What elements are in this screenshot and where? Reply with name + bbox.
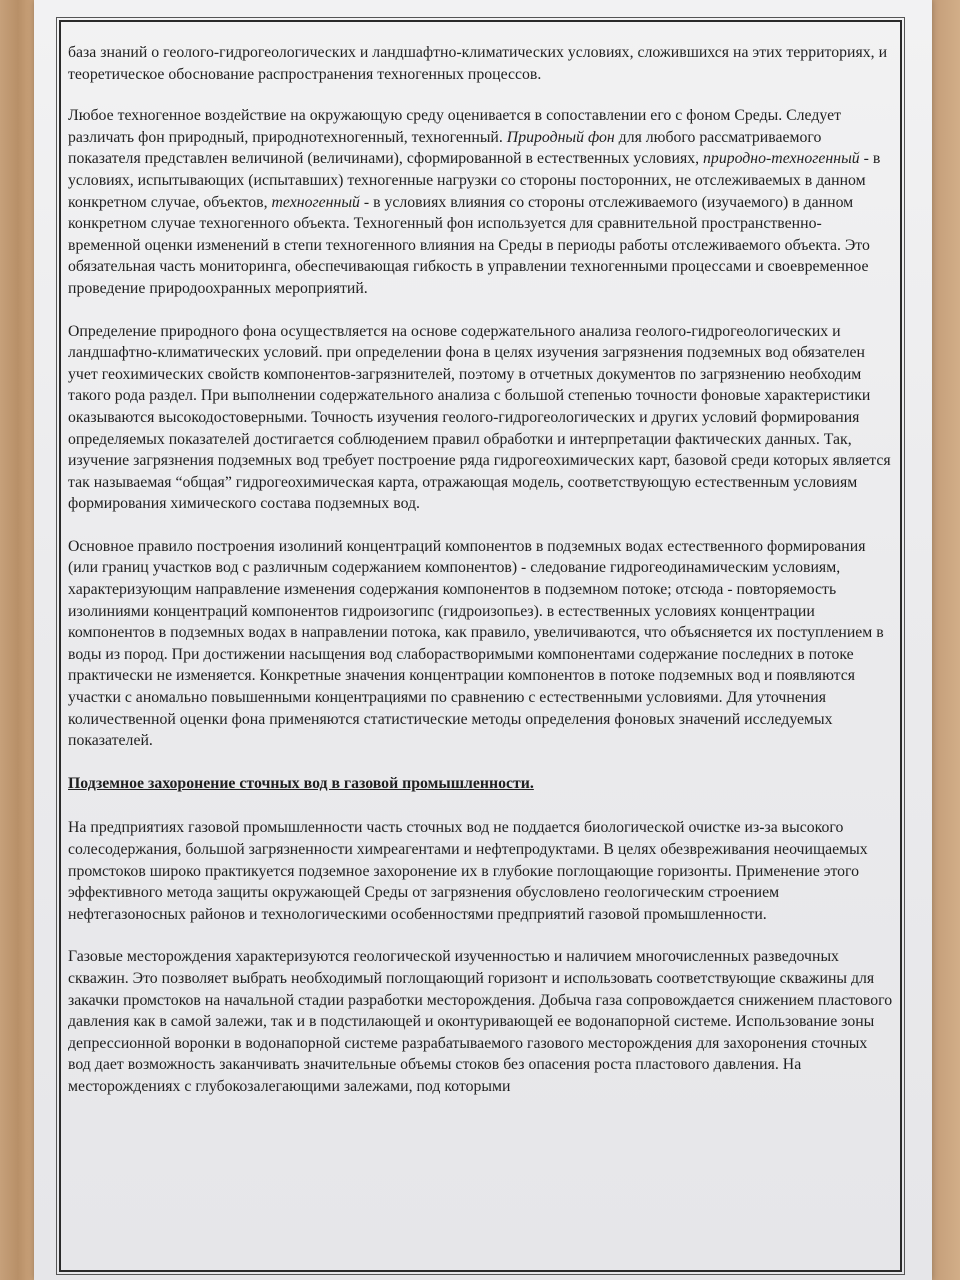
paper-sheet (34, 0, 932, 1280)
paragraph-2-text-d: - в условиях влияния со стороны отслеживаемого (изучаемого) в данном конкретном случае техногенного объекта. Техногенный фон используется для сравнительной пространственно-временной оценки изменений в степи техногенного влияния на Среды в периоды работы отслеживаемого объекта. Это обязательная часть мониторинга, обеспечивающая гибкость в управлении техногенными процессами и своевременное проведение природоохранных мероприятий. (68, 193, 870, 297)
paragraph-2-text-a: Любое техногенное воздействие на окружающую среду оценивается в сопоставлении его с фоном Среды. Следует различать фон природный, природнотехногенный, техногенный. (68, 107, 841, 146)
paragraph-4: Основное правило построения изолиний концентраций компонентов в подземных водах естественного формирования (или границ участков вод с различным содержанием компонентов) - следование гидрогеодинамическим условиям, характеризующим направление изменения содержания компонентов в подземном потоке; отсюда - повторяемость изолиниями концентраций компонентов гидроизогипс (гидроизопьез). в естественных условиях концентрации компонентов в подземных водах в направлении потока, как правило, увеличиваются, что объясняется их поступлением в воды из пород. При достижении насыщения вод слаборастворимыми компонентами содержание последних в потоке практически не изменяется. Конкретные значения концентрации компонентов в потоке подземных вод и появляются участки с аномально повышенными концентрациями по сравнению с естественными условиями. Для уточнения количественной оценки фона применяются статистические методы определения фоновых значений исследуемых показателей. (68, 537, 884, 750)
document-body (68, 42, 894, 1119)
paragraph-3: Определение природного фона осуществляется на основе содержательного анализа геолого-гидрогеологических и ландшафтно-климатических условий. при определении фона в целях изучения загрязнения подземных вод обязателен учет геохимических свойств компонентов-загрязнителей, поэтому в отчетных документов по загрязнению необходим такого рода раздел. При выполнении содержательного анализа с большой степенью точности фоновые характеристики оказываются высокодостоверными. Точность изучения геолого-гидрогеологических и других условий формирования определяемых показателей достигается соблюдением правил обработки и интерпретации фактических данных. Так, изучение загрязнения подземных вод требует построение ряда гидрогеохимических карт, базовой среди которых является так называемая “общая” гидрогеохимическая карта, отражающая модель, соответствующую естественным условиям формирования химического состава подземных вод. (68, 322, 891, 513)
paragraph-2 (68, 105, 894, 299)
term-natural-background: Природный фон (506, 128, 615, 146)
section-heading: Подземное захоронение сточных вод в газовой промышленности. (68, 774, 534, 792)
paragraph-2-text-b: для любого рассматриваемого показателя представлен величиной (величинами), сформированной в естественных условиях, (68, 128, 822, 168)
paragraph-2-text-c: - в условиях, испытывающих (испытавших) техногенные нагрузки со стороны посторонних, не отслеживаемых в данном конкретном случае, объектов, (68, 150, 881, 211)
term-technogenic: техногенный (271, 193, 360, 211)
term-natural-technogenic: природно-техногенный (703, 150, 860, 168)
paragraph-6: Газовые месторождения характеризуются геологической изученностью и наличием многочисленных разведочных скважин. Это позволяет выбрать необходимый поглощающий горизонт и использовать соответствующие скважины для закачки промстоков на начальной стадии разработки месторождения. Добыча газа сопровождается снижением пластового давления как в самой залежи, так и в подстилающей и оконтуривающей ее водонапорной системе. Использование зоны депрессионной воронки в водонапорной системе разрабатываемого газового месторождения для захоронения сточных вод дает возможность заканчивать значительные объемы стоков без опасения роста пластового давления. На месторождениях с глубокозалегающими залежами, под которыми (68, 948, 893, 1095)
paragraph-1: база знаний о геолого-гидрогеологических и ландшафтно-климатических условиях, сложившихся на этих территориях, и теоретическое обоснование распространения техногенных процессов. (68, 44, 888, 83)
paragraph-5: На предприятиях газовой промышленности часть сточных вод не поддается биологической очистке из-за высокого солесодержания, большой загрязненности химреагентами и нефтепродуктами. В целях обезвреживания неочищаемых промстоков широко практикуется подземное захоронение их в глубокие поглощающие горизонты. Применение этого эффективного метода защиты окружающей Среды от загрязнения обусловлено геологическим строением нефтегазоносных районов и технологическими особенностями предприятий газовой промышленности. (68, 819, 868, 923)
